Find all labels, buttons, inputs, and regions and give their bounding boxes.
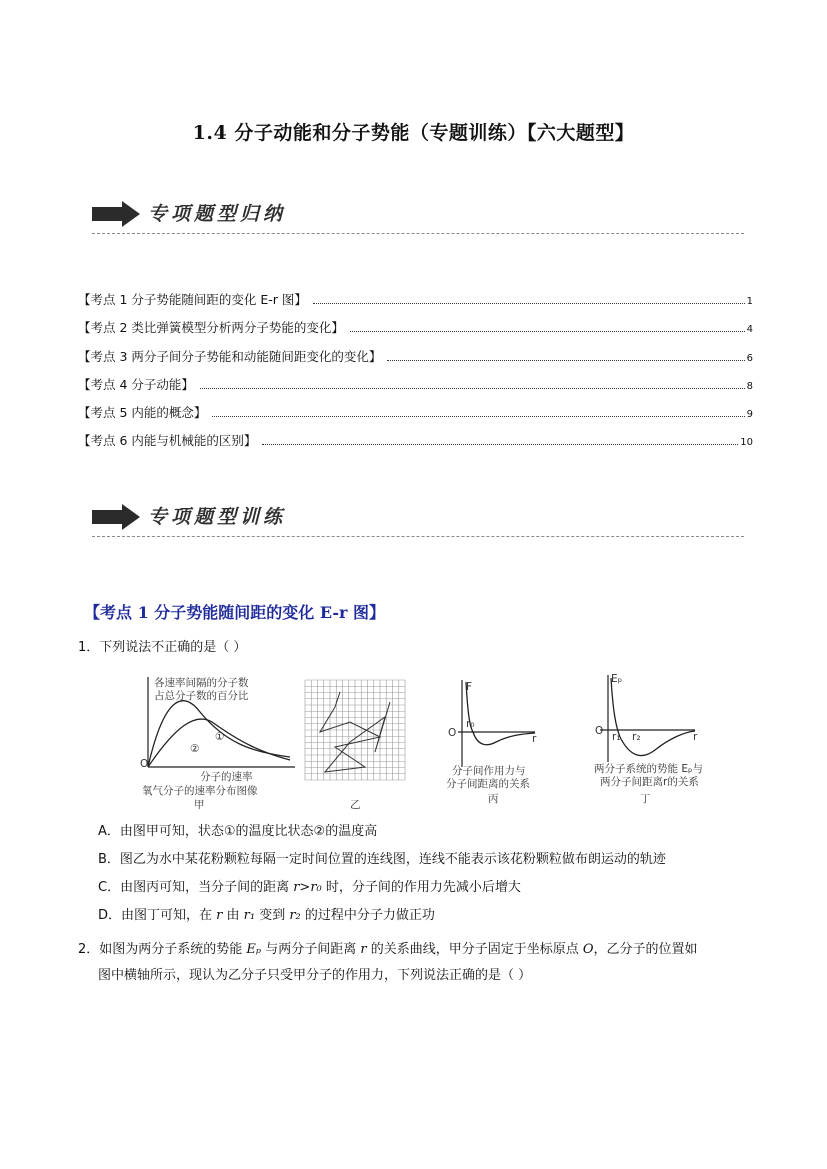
divider [92, 536, 744, 537]
svg-text:②: ② [190, 743, 200, 755]
option-a: A．由图甲可知，状态①的温度比状态②的温度高 [98, 824, 378, 839]
svg-text:各速率间隔的分子数: 各速率间隔的分子数 [154, 677, 249, 689]
svg-text:r₂: r₂ [632, 731, 641, 743]
question-2-stem-line2: 图中横轴所示，现认为乙分子只受甲分子的作用力，下列说法正确的是（ ） [98, 968, 532, 983]
toc-item[interactable]: 【考点 2 类比弹簧模型分析两分子势能的变化】 4 [78, 320, 753, 336]
svg-text:分子间距离的关系: 分子间距离的关系 [446, 778, 530, 790]
svg-text:Eₚ: Eₚ [611, 673, 623, 685]
option-d: D．由图丁可知，在 r 由 r₁ 变到 r₂ 的过程中分子力做正功 [98, 908, 435, 923]
option-b: B．图乙为水中某花粉颗粒每隔一定时间位置的连线图，连线不能表示该花粉颗粒做布朗运动的轨迹 [98, 852, 666, 867]
svg-text:甲: 甲 [194, 799, 205, 811]
table-of-contents [78, 290, 753, 460]
arrow-icon [92, 504, 140, 530]
figure-jia [140, 676, 295, 811]
banner-text: 专项题型训练 [148, 506, 287, 528]
svg-text:乙: 乙 [350, 799, 361, 811]
svg-text:r: r [532, 733, 537, 745]
svg-text:丙: 丙 [488, 793, 499, 805]
svg-text:F: F [466, 681, 473, 693]
figure-yi [305, 680, 405, 811]
banner-text: 专项题型归纳 [148, 203, 287, 225]
figure-ding [594, 673, 703, 805]
question-1-stem: 1．下列说法不正确的是（ ） [78, 640, 247, 655]
svg-text:O: O [448, 727, 457, 739]
svg-text:O: O [595, 725, 604, 737]
question-2-stem: 2．如图为两分子系统的势能 Eₚ 与两分子间距离 r 的关系曲线，甲分子固定于坐标原点 O，乙分子的位置如 [78, 942, 698, 957]
section-heading: 【考点 1 分子势能随间距的变化 E-r 图】 [84, 603, 385, 622]
svg-text:r₀: r₀ [466, 718, 475, 730]
toc-item[interactable]: 【考点 6 内能与机械能的区别】 10 [78, 433, 753, 449]
svg-text:r: r [693, 731, 698, 743]
svg-text:氧气分子的速率分布图像: 氧气分子的速率分布图像 [142, 785, 258, 797]
svg-text:O: O [140, 758, 149, 770]
page-title: 1.4 分子动能和分子势能（专题训练）【六大题型】 [192, 122, 635, 144]
svg-text:占总分子数的百分比: 占总分子数的百分比 [154, 690, 249, 702]
option-c: C．由图丙可知，当分子间的距离 r>r₀ 时，分子间的作用力先减小后增大 [98, 880, 521, 895]
svg-text:两分子系统的势能 Eₚ与: 两分子系统的势能 Eₚ与 [594, 763, 703, 775]
question-1-figures [140, 672, 740, 812]
figure-bing [446, 680, 537, 805]
arrow-icon [92, 201, 140, 227]
toc-item[interactable]: 【考点 4 分子动能】 8 [78, 376, 753, 392]
svg-text:r₁: r₁ [612, 731, 621, 743]
toc-item[interactable]: 【考点 5 内能的概念】 9 [78, 405, 753, 421]
section-banner-summary [92, 197, 744, 237]
svg-text:分子间作用力与: 分子间作用力与 [452, 765, 526, 777]
svg-text:两分子间距离r的关系: 两分子间距离r的关系 [600, 776, 699, 788]
svg-text:丁: 丁 [640, 793, 651, 805]
svg-text:分子的速率: 分子的速率 [200, 771, 253, 783]
section-banner-training [92, 500, 744, 540]
toc-item[interactable]: 【考点 1 分子势能随间距的变化 E-r 图】 1 [78, 292, 753, 307]
svg-text:①: ① [215, 731, 225, 743]
toc-item[interactable]: 【考点 3 两分子间分子势能和动能随间距变化的变化】 6 [78, 348, 753, 364]
divider [92, 233, 744, 234]
